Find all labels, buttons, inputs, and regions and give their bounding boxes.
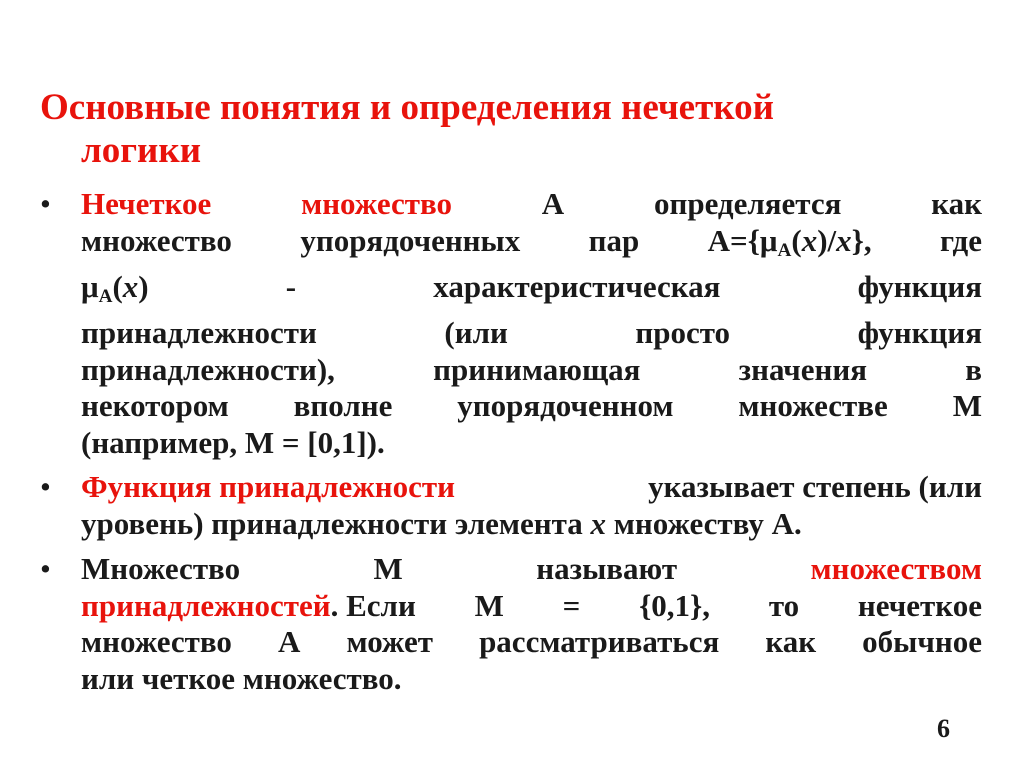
- bullet1-line7: [81, 425, 982, 462]
- word: множество: [81, 222, 232, 258]
- bullet-membership-function: [40, 469, 982, 542]
- bullet3-line2: [81, 588, 982, 625]
- word: характеристическая: [433, 268, 721, 304]
- formula-subscript: A: [777, 239, 792, 261]
- word: некотором: [81, 388, 229, 424]
- word: множестве: [738, 388, 888, 424]
- word: называют: [536, 551, 678, 587]
- title-line-1: Основные понятия и определения нечеткой: [40, 87, 774, 128]
- word: множество: [81, 624, 232, 660]
- word: (или: [444, 315, 508, 351]
- bullet2-line2: [81, 506, 982, 543]
- bullet3-line1: [81, 551, 982, 588]
- bullet1-line1: [81, 186, 982, 223]
- formula-part: μ: [81, 268, 99, 304]
- word: -: [285, 268, 297, 304]
- term-group: [81, 588, 416, 625]
- word: =: [562, 587, 581, 623]
- term-membership-set: множеством: [810, 551, 982, 587]
- bullet2-text: указывает степень (или: [648, 469, 982, 505]
- word: в: [965, 351, 982, 387]
- bullet2-text: уровень) принадлежности элемента: [81, 505, 591, 541]
- word: упорядоченных: [300, 222, 521, 258]
- bullet-fuzzy-set: [40, 186, 982, 461]
- bullet2-line1: [81, 469, 982, 506]
- word: функция: [857, 315, 982, 351]
- bullet1-line2: [81, 223, 982, 269]
- word: принадлежности: [81, 315, 317, 351]
- word: . Если: [330, 587, 416, 623]
- word: М: [952, 388, 982, 424]
- word: рассматриваться: [479, 624, 720, 660]
- word: обычное: [862, 624, 982, 660]
- bullet-dot: •: [40, 469, 51, 505]
- formula-mu: [81, 269, 149, 315]
- word: М: [373, 551, 403, 587]
- word: (например, M = [0,1]).: [81, 424, 385, 460]
- bullet1-line3: [81, 269, 982, 315]
- word: принадлежности),: [81, 351, 335, 387]
- word: где: [939, 222, 982, 258]
- word: нечеткое: [857, 587, 982, 623]
- word: то: [768, 587, 800, 623]
- page-number: 6: [937, 714, 950, 743]
- slide-title: [40, 86, 980, 172]
- term-set: множество: [301, 186, 453, 221]
- word: может: [346, 624, 433, 660]
- bullet3-line3: [81, 624, 982, 661]
- word: как: [765, 624, 817, 660]
- bullet2-text: множеству А.: [605, 505, 802, 541]
- bullet-list: [40, 186, 982, 697]
- word: функция: [857, 268, 982, 304]
- bullet1-line6: [81, 388, 982, 425]
- formula-pairs: [708, 223, 872, 269]
- bullet-membership-set: [40, 551, 982, 697]
- word: определяется: [653, 186, 842, 221]
- word: вполне: [293, 388, 393, 424]
- word: упорядоченном: [457, 388, 674, 424]
- word: Множество: [81, 551, 241, 587]
- formula-part: (x)/x},: [791, 222, 872, 258]
- bullet1-line5: [81, 352, 982, 389]
- bullet3-line4: или четкое множество.: [81, 660, 402, 696]
- word: М: [474, 587, 504, 623]
- formula-subscript: A: [98, 285, 113, 307]
- word: просто: [635, 315, 731, 351]
- word: принимающая: [433, 351, 641, 387]
- term-memberships: принадлежностей: [81, 587, 331, 623]
- word: значения: [738, 351, 867, 387]
- title-line-2: логики: [81, 130, 202, 171]
- bullet-dot: •: [40, 186, 51, 221]
- bullet1-line4: [81, 315, 982, 352]
- term-fuzzy: Нечеткое: [81, 186, 212, 221]
- formula-part: (x): [112, 268, 149, 304]
- word: {0,1},: [639, 587, 711, 623]
- variable-x: x: [590, 505, 606, 541]
- word: А: [278, 624, 301, 660]
- word: А: [541, 186, 565, 221]
- word: пар: [588, 222, 640, 258]
- term-membership-function: Функция принадлежности: [81, 469, 455, 505]
- formula-part: A={μ: [707, 222, 778, 258]
- word: как: [931, 186, 982, 221]
- bullet-dot: •: [40, 551, 51, 587]
